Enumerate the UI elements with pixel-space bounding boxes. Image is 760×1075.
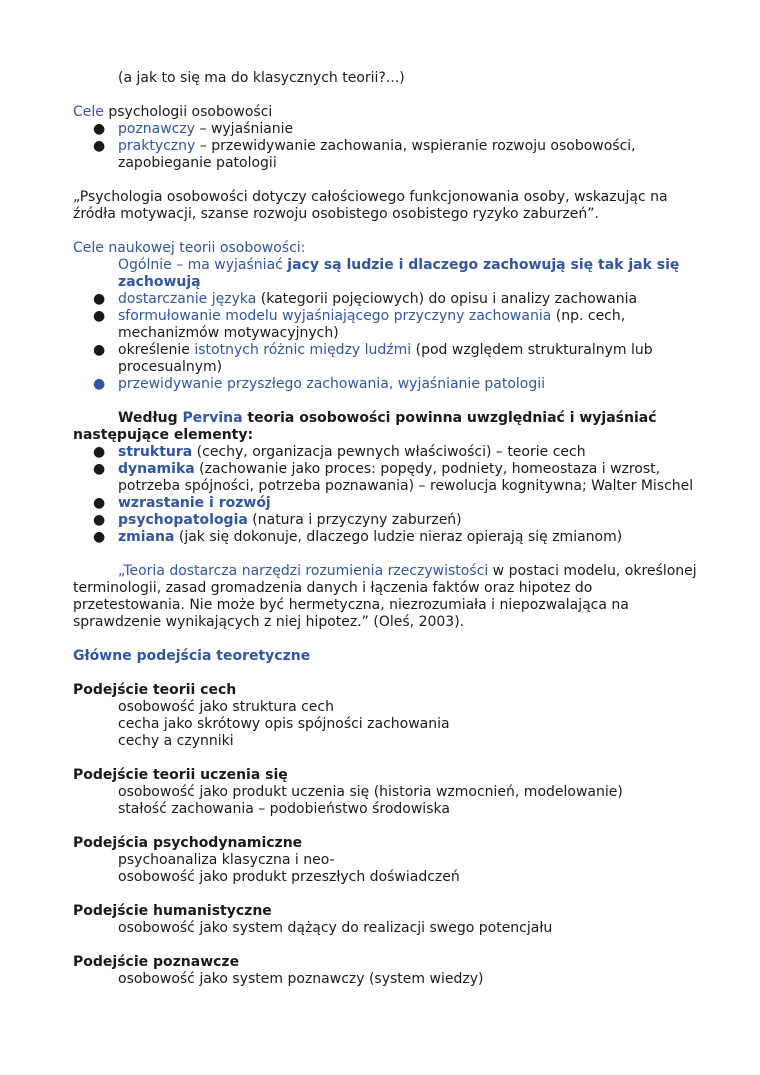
pervin-term: zmiana — [118, 529, 175, 545]
item-blue: istotnych różnic między ludźmi — [194, 342, 412, 358]
goal-desc: – przewidywanie zachowania, wspieranie rozwoju osobowości, zapobieganie patologii — [118, 138, 636, 171]
scientific-list — [73, 291, 703, 393]
approach-humanistic — [73, 903, 703, 937]
list-item — [73, 376, 703, 393]
approach-line: cechy a czynniki — [118, 733, 234, 749]
goals-list — [73, 121, 703, 172]
item-blue: dostarczanie języka — [118, 291, 257, 307]
item-rest: (kategorii pojęciowych) do opisu i analizy zachowania — [256, 291, 638, 307]
item-blue: przewidywanie przyszłego zachowania, wyjaśnianie patologii — [118, 376, 546, 392]
approach-line: cecha jako skrótowy opis spójności zachowania — [118, 716, 450, 732]
bullet-icon: ● — [93, 138, 106, 154]
main-heading: Główne podejścia teoretyczne — [73, 648, 311, 664]
approach-line: osobowość jako system dążący do realizacji swego potencjału — [118, 920, 553, 936]
bullet-icon: ● — [93, 495, 106, 511]
quote-2 — [73, 563, 703, 631]
scientific-general — [73, 257, 703, 291]
list-item — [73, 138, 703, 172]
item-pre: określenie — [118, 342, 195, 358]
approach-line: osobowość jako produkt uczenia się (historia wzmocnień, modelowanie) — [118, 784, 623, 800]
approach-psychodynamic — [73, 835, 703, 886]
approach-line: osobowość jako produkt przeszłych doświadczeń — [118, 869, 460, 885]
pervin-desc: (cechy, organizacja pewnych właściwości) – teorie cech — [192, 444, 586, 460]
general-bold: jacy są ludzie i dlaczego zachowują się tak jak się zachowują — [118, 257, 680, 290]
approach-title: Podejścia psychodynamiczne — [73, 835, 303, 851]
pervin-pre: Według — [118, 410, 183, 426]
scientific-title: Cele naukowej teorii osobowości: — [73, 240, 306, 256]
list-item — [73, 512, 703, 529]
bullet-icon: ● — [93, 121, 106, 137]
approach-cognitive — [73, 954, 703, 988]
approach-title: Podejście teorii cech — [73, 682, 237, 698]
bullet-icon: ● — [93, 512, 106, 528]
bullet-icon: ● — [93, 461, 106, 477]
pervin-desc: (jak się dokonuje, dlaczego ludzie nieraz opierają się zmianom) — [174, 529, 623, 545]
pervin-list — [73, 444, 703, 546]
pervin-desc: (natura i przyczyny zaburzeń) — [247, 512, 462, 528]
quote-1: „Psychologia osobowości dotyczy całościowego funkcjonowania osoby, wskazując na źródła motywacji, szanse rozwoju osobistego osobistego ryzyko zaburzeń”. — [73, 189, 668, 222]
approach-line: stałość zachowania – podobieństwo środowiska — [118, 801, 450, 817]
item-blue: sformułowanie modelu wyjaśniającego przyczyny zachowania — [118, 308, 552, 324]
item-rest: (np. cech, mechanizmów motywacyjnych) — [118, 308, 626, 341]
list-item — [73, 529, 703, 546]
goals-title — [73, 104, 703, 121]
bullet-icon: ● — [93, 308, 106, 324]
pervin-desc: (zachowanie jako proces: popędy, podniety, homeostaza i wzrost, potrzeba spójności, potrzeba poznawania) – rewolucja kognitywna; Walter Mischel — [118, 461, 694, 494]
pervin-name: Pervina — [182, 410, 243, 426]
goals-title-rest: psychologii osobowości — [103, 104, 273, 120]
approach-learning — [73, 767, 703, 818]
list-item — [73, 461, 703, 495]
document-content — [73, 70, 703, 988]
item-rest: (pod względem strukturalnym lub procesualnym) — [118, 342, 653, 375]
approach-title: Podejście humanistyczne — [73, 903, 272, 919]
bullet-icon: ● — [93, 342, 106, 358]
bullet-icon: ● — [93, 529, 106, 545]
list-item — [73, 444, 703, 461]
goal-term: poznawczy — [118, 121, 196, 137]
approach-traits — [73, 682, 703, 750]
list-item — [73, 121, 703, 138]
list-item — [73, 342, 703, 376]
goal-term: praktyczny — [118, 138, 196, 154]
quote-2-blue: „Teoria dostarcza narzędzi rozumienia rzeczywistości — [118, 563, 489, 579]
goal-desc: – wyjaśnianie — [195, 121, 294, 137]
pervin-post: teoria osobowości powinna uwzględniać i wyjaśniać następujące elementy: — [73, 410, 657, 443]
quote-2-rest: w postaci modelu, określonej terminologii, zasad gromadzenia danych i łączenia faktów oraz hipotez do przetestowania. Nie może być hermetyczna, niezrozumiała i niepozwalająca na sprawdzenie wynikających z niej hipotez.” (Oleś, 2003). — [73, 563, 697, 630]
bullet-icon: ● — [93, 291, 106, 307]
intro-line: (a jak to się ma do klasycznych teorii?...) — [118, 70, 405, 86]
approach-title: Podejście poznawcze — [73, 954, 240, 970]
list-item — [73, 291, 703, 308]
bullet-icon: ● — [93, 444, 106, 460]
pervin-intro — [73, 410, 703, 444]
list-item — [73, 495, 703, 512]
pervin-term: dynamika — [118, 461, 195, 477]
approach-title: Podejście teorii uczenia się — [73, 767, 288, 783]
pervin-term: psychopatologia — [118, 512, 248, 528]
general-blue: Ogólnie – ma wyjaśniać — [118, 257, 288, 273]
goals-title-blue: Cele — [73, 104, 104, 120]
pervin-term: wzrastanie i rozwój — [118, 495, 271, 511]
approach-line: osobowość jako struktura cech — [118, 699, 334, 715]
approach-line: psychoanaliza klasyczna i neo- — [118, 852, 335, 868]
pervin-term: struktura — [118, 444, 193, 460]
approach-line: osobowość jako system poznawczy (system wiedzy) — [118, 971, 484, 987]
list-item — [73, 308, 703, 342]
bullet-icon: ● — [93, 376, 106, 392]
